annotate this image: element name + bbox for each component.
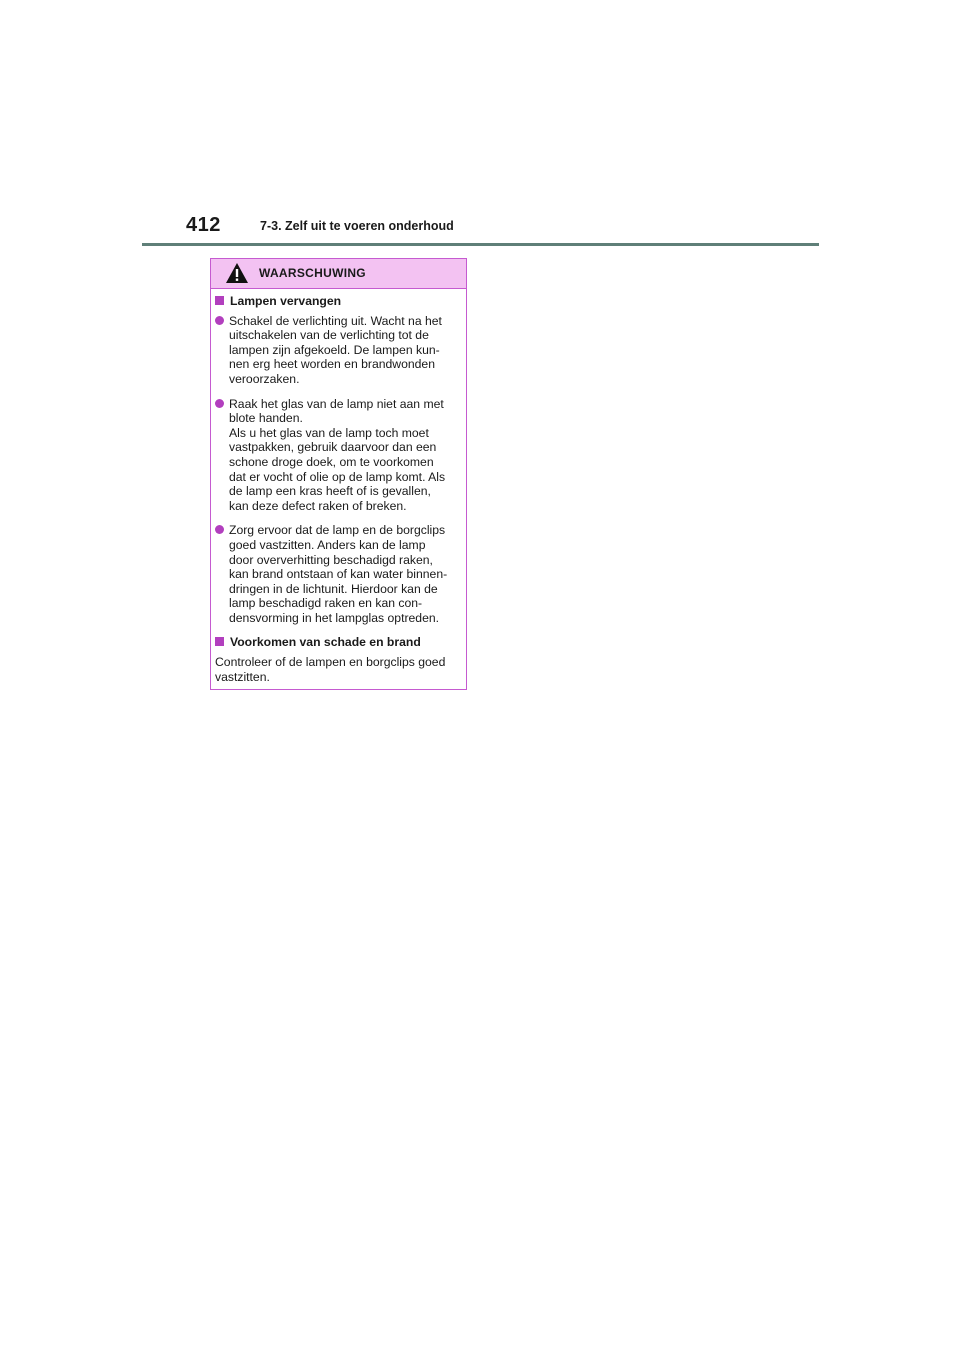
page-number: 412 <box>186 214 221 236</box>
square-bullet-icon <box>215 637 224 646</box>
section-title: 7-3. Zelf uit te voeren onderhoud <box>260 219 454 233</box>
warning-body <box>211 289 466 684</box>
section-text: Controleer of de lampen en borgclips goed vastzitten. <box>215 655 446 684</box>
warning-header <box>211 259 466 289</box>
bullet-item <box>215 523 462 625</box>
subheading-text: Voorkomen van schade en brand <box>230 635 421 650</box>
warning-title: WAARSCHUWING <box>259 266 366 280</box>
bullet-text: Raak het glas van de lamp niet aan met blote handen. Als u het glas van de lamp toch moet vastpakken, gebruik daarvoor dan een schone droge doek, om te voorkomen dat er vocht of olie op de lamp komt. Als de lamp een kras heeft of is gevallen, kan deze defect raken of breken. <box>229 396 446 513</box>
subheading-voorkomen-schade <box>215 635 462 650</box>
warning-box <box>210 258 467 690</box>
round-bullet-icon <box>215 399 224 408</box>
round-bullet-icon <box>215 525 224 534</box>
subheading-lampen-vervangen <box>215 294 462 309</box>
warning-triangle-icon <box>225 262 249 284</box>
bullet-item <box>215 314 462 387</box>
bullet-item <box>215 397 462 514</box>
bullet-text: Zorg ervoor dat de lamp en de borgclips goed vastzitten. Anders kan de lamp door oververhitting beschadigd raken, kan brand ontstaan of kan water binnen- dringen in de lichtunit. Hierdoor kan de lamp beschadigd raken en kan con- densvorming in het lampglas optreden. <box>229 523 448 625</box>
header-rule <box>142 243 819 246</box>
bullet-text: Schakel de verlichting uit. Wacht na het uitschakelen van de verlichting tot de lampen zijn afgekoeld. De lampen kun- nen erg heet worden en brandwonden veroorzaken. <box>229 313 442 386</box>
round-bullet-icon <box>215 316 224 325</box>
square-bullet-icon <box>215 296 224 305</box>
subheading-text: Lampen vervangen <box>230 294 342 308</box>
